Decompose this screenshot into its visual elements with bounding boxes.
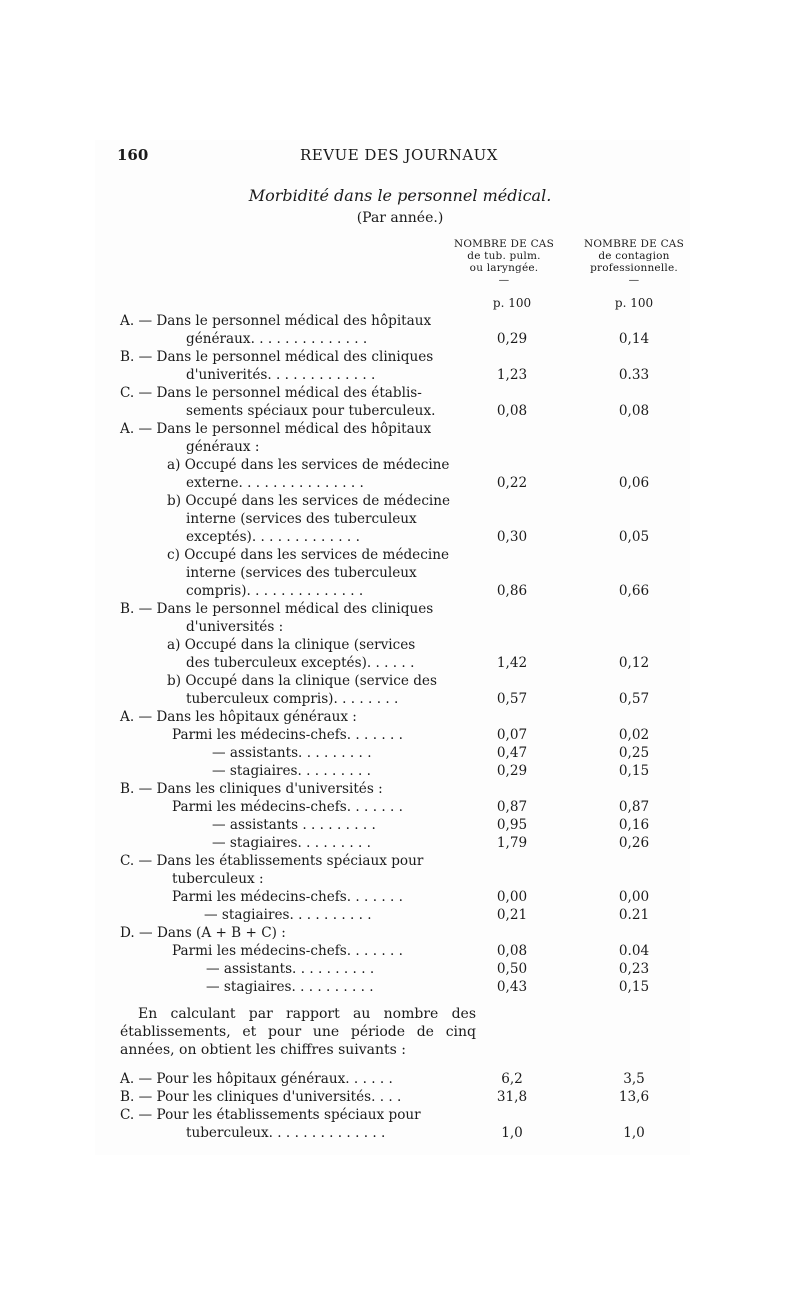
table-value-col1: 0,86: [496, 583, 528, 599]
summary-paragraph: En calculant par rapport au nombre des établissements, et pour une période de cinq années, on obtient les chiffres suivants :: [120, 1006, 476, 1058]
table-line: sements spéciaux pour tuberculeux.: [186, 403, 436, 419]
table-line: exceptés). . . . . . . . . . . . .: [186, 529, 360, 545]
column-header-2-dash: —: [628, 274, 640, 286]
table-value-col1: 0,29: [496, 331, 528, 347]
table-value-col2: 0,15: [618, 979, 650, 995]
table-line: des tuberculeux exceptés). . . . . .: [186, 655, 415, 671]
table-value-col1: 0,87: [496, 799, 528, 815]
summary-line: A. — Pour les hôpitaux généraux. . . . . .: [120, 1071, 393, 1087]
section-title: Morbidité dans le personnel médical.: [248, 186, 552, 205]
table-value-col1: 0,08: [496, 403, 528, 419]
column-header-2: [564, 238, 704, 286]
table-value-col1: 0,47: [496, 745, 528, 761]
summary-line: B. — Pour les cliniques d'universités. . . .: [120, 1089, 402, 1105]
column-header-1-line: ou laryngée.: [469, 262, 539, 274]
table-value-col2: 0,12: [618, 655, 650, 671]
table-value-col1: 0,57: [496, 691, 528, 707]
table-line: externe. . . . . . . . . . . . . . .: [186, 475, 364, 491]
column-header-1: [434, 238, 574, 286]
table-line: a) Occupé dans la clinique (services: [167, 637, 416, 653]
table-line: — assistants. . . . . . . . . .: [206, 961, 375, 977]
column-unit-2: p. 100: [614, 296, 654, 310]
table-value-col2: 0,23: [618, 961, 650, 977]
table-value-col1: 0,30: [496, 529, 528, 545]
summary-value-col2: 1,0: [623, 1125, 645, 1141]
table-value-col2: 0.33: [618, 367, 650, 383]
table-value-col2: 0.04: [618, 943, 650, 959]
table-value-col2: 0,00: [618, 889, 650, 905]
table-value-col1: 0,07: [496, 727, 528, 743]
summary-value-col1: 6,2: [501, 1071, 523, 1087]
table-line: Parmi les médecins-chefs. . . . . . .: [172, 889, 403, 905]
summary-line: C. — Pour les établissements spéciaux pour: [120, 1107, 421, 1123]
summary-value-col2: 3,5: [623, 1071, 645, 1087]
table-line: b) Occupé dans les services de médecine: [167, 493, 451, 509]
summary-value-col1: 31,8: [496, 1089, 528, 1105]
table-value-col1: 0,50: [496, 961, 528, 977]
table-line: C. — Dans les établissements spéciaux pour: [120, 853, 424, 869]
table-line: Parmi les médecins-chefs. . . . . . .: [172, 727, 403, 743]
page-number: 160: [117, 146, 149, 164]
table-line: interne (services des tuberculeux: [186, 511, 417, 527]
table-value-col1: 1,23: [496, 367, 528, 383]
table-value-col2: 0,66: [618, 583, 650, 599]
running-title: REVUE DES JOURNAUX: [300, 146, 498, 164]
table-value-col2: 0,57: [618, 691, 650, 707]
table-value-col1: 1,42: [496, 655, 528, 671]
table-line: d'univerités. . . . . . . . . . . . .: [186, 367, 376, 383]
table-value-col2: 0,05: [618, 529, 650, 545]
column-header-2-line: de contagion: [598, 250, 670, 262]
column-header-1-line: NOMBRE DE CAS: [453, 238, 554, 250]
table-value-col1: 0,00: [496, 889, 528, 905]
table-line: — stagiaires. . . . . . . . .: [212, 763, 371, 779]
table-line: D. — Dans (A + B + C) :: [120, 925, 286, 941]
table-line: a) Occupé dans les services de médecine: [167, 457, 450, 473]
table-line: B. — Dans les cliniques d'universités :: [120, 781, 383, 797]
table-value-col1: 0,22: [496, 475, 528, 491]
table-value-col2: 0,26: [618, 835, 650, 851]
table-value-col2: 0,15: [618, 763, 650, 779]
table-line: B. — Dans le personnel médical des cliniques: [120, 601, 434, 617]
table-value-col2: 0,25: [618, 745, 650, 761]
table-line: généraux :: [186, 439, 260, 455]
table-line: interne (services des tuberculeux: [186, 565, 417, 581]
table-line: compris). . . . . . . . . . . . . .: [186, 583, 364, 599]
table-line: d'universités :: [186, 619, 284, 635]
table-line: — stagiaires. . . . . . . . . .: [204, 907, 372, 923]
table-line: A. — Dans les hôpitaux généraux :: [120, 709, 357, 725]
summary-value-col1: 1,0: [501, 1125, 523, 1141]
table-line: — assistants. . . . . . . . .: [212, 745, 372, 761]
table-value-col1: 0,29: [496, 763, 528, 779]
column-header-2-line: NOMBRE DE CAS: [583, 238, 684, 250]
table-line: Parmi les médecins-chefs. . . . . . .: [172, 943, 403, 959]
table-line: — stagiaires. . . . . . . . . .: [206, 979, 374, 995]
table-line: C. — Dans le personnel médical des établis-: [120, 385, 422, 401]
table-line: — assistants . . . . . . . . .: [212, 817, 376, 833]
column-unit-1: p. 100: [492, 296, 532, 310]
table-value-col1: 0,08: [496, 943, 528, 959]
table-line: A. — Dans le personnel médical des hôpitaux: [120, 313, 432, 329]
table-line: tuberculeux compris). . . . . . . .: [186, 691, 399, 707]
table-line: Parmi les médecins-chefs. . . . . . .: [172, 799, 403, 815]
summary-line: tuberculeux. . . . . . . . . . . . . .: [186, 1125, 386, 1141]
table-value-col2: 0,02: [618, 727, 650, 743]
table-line: b) Occupé dans la clinique (service des: [167, 673, 437, 689]
table-line: B. — Dans le personnel médical des cliniques: [120, 349, 434, 365]
table-value-col2: 0,06: [618, 475, 650, 491]
table-line: c) Occupé dans les services de médecine: [167, 547, 449, 563]
table-value-col2: 0,87: [618, 799, 650, 815]
table-line: — stagiaires. . . . . . . . .: [212, 835, 371, 851]
table-value-col2: 0,16: [618, 817, 650, 833]
summary-value-col2: 13,6: [618, 1089, 650, 1105]
column-header-2-line: professionnelle.: [590, 262, 678, 274]
table-value-col2: 0,08: [618, 403, 650, 419]
table-value-col1: 1,79: [496, 835, 528, 851]
column-header-1-line: de tub. pulm.: [467, 250, 541, 262]
table-line: A. — Dans le personnel médical des hôpitaux: [120, 421, 432, 437]
table-value-col1: 0,43: [496, 979, 528, 995]
column-header-1-dash: —: [498, 274, 510, 286]
table-value-col2: 0,14: [618, 331, 650, 347]
table-value-col1: 0,21: [496, 907, 528, 923]
table-line: généraux. . . . . . . . . . . . . .: [186, 331, 368, 347]
section-subtitle: (Par année.): [356, 210, 444, 226]
table-line: tuberculeux :: [172, 871, 264, 887]
table-value-col2: 0.21: [618, 907, 650, 923]
table-value-col1: 0,95: [496, 817, 528, 833]
